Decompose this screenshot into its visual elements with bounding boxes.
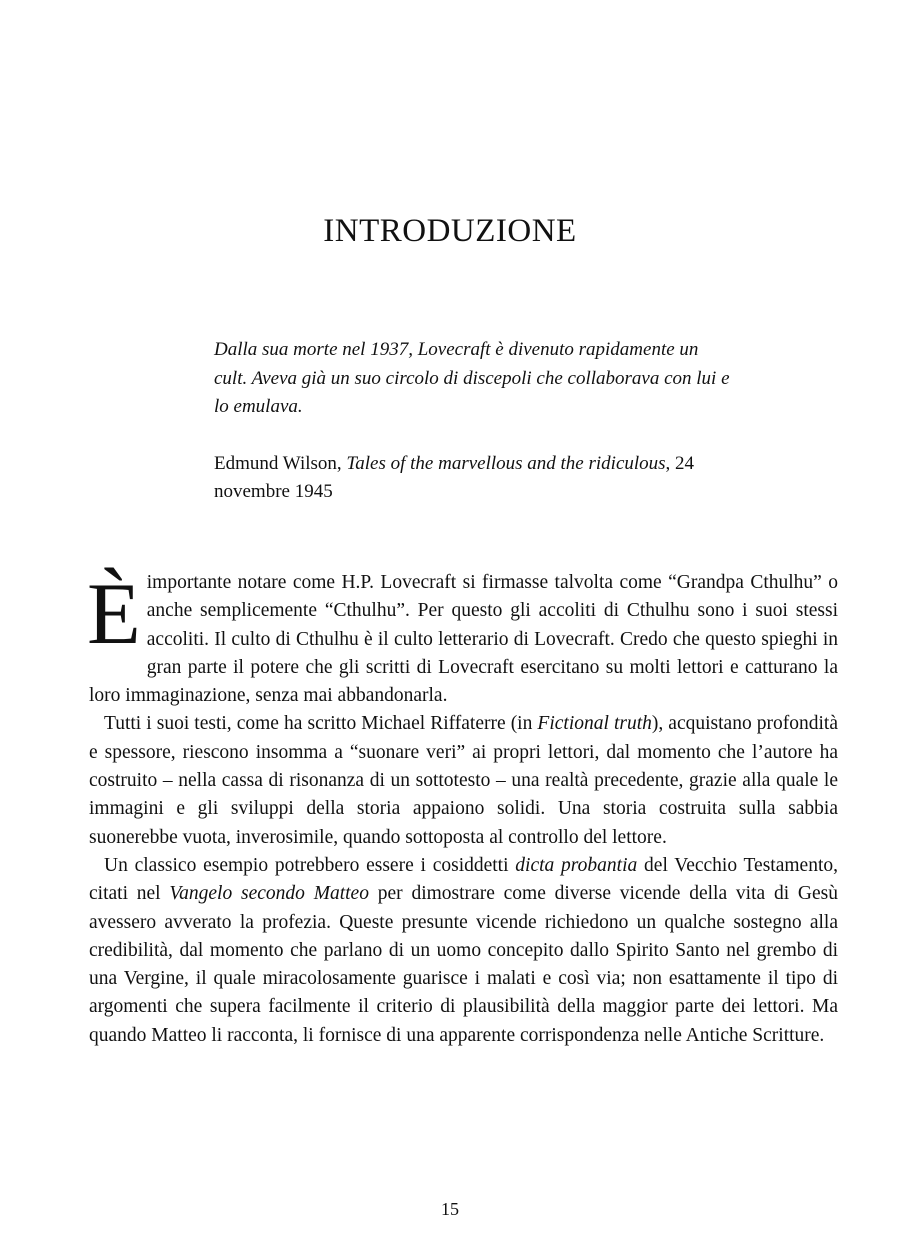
paragraph-3-text-c: del Vecchio Testamento, citati nel [89,854,838,905]
paragraph-3-citation: Vangelo secondo Matteo [169,883,369,905]
epigraph [214,336,734,507]
paragraph-2-text-a: Tutti i suoi testi, come ha scritto Michael Riffaterre (in [104,713,538,735]
paragraph-2 [89,710,838,851]
paragraph-3-text-e: per dimostrare come diverse vicende della vita di Gesù avessero avverato la profezia. Queste presunte vicende richiedono un qualche sostegno alla credibilità, dal momento che parlano di un uomo concepito dallo Spirito Santo nel grembo di una Vergine, il quale miracolosamente guarisce i malati e così via; non esattamente il tipo di argomenti che supera facilmente il criterio di plausibilità della maggior parte dei lettori. Ma quando Matteo li racconta, li fornisce di una apparente corrispondenza nelle Antiche Scritture. [89,883,838,1046]
epigraph-quote: Dalla sua morte nel 1937, Lovecraft è divenuto rapidamente un cult. Aveva già un suo circolo di discepoli che collaborava con lui e lo emulava. [214,339,730,417]
epigraph-date: , 24 novembre 1945 [214,452,695,502]
chapter-title: INTRODUZIONE [323,213,577,249]
paragraph-2-text-c: ), acquistano profondità e spessore, riescono insomma a “suonare veri” ai propri lettori, dal momento che l’autore ha costruito – nella cassa di risonanza di un sottotesto – una realtà precedente, grazie alla quale le immagini e gli sviluppi della storia appaiono solidi. Una storia costruita sulla sabbia suonerebbe vuota, inverosimile, quando sottoposta al controllo del lettore. [89,713,838,848]
paragraph-3-term: dicta probantia [515,854,638,876]
drop-cap: È [87,566,141,663]
epigraph-author: Edmund Wilson, [214,452,342,474]
paragraph-1-text: importante notare come H.P. Lovecraft si firmasse talvolta come “Grandpa Cthulhu” o anche semplicemente “Cthulhu”. Per questo gli accoliti di Cthulhu sono i suoi stessi accoliti. Il culto di Cthulhu è il culto letterario di Lovecraft. Credo che questo spieghi in gran parte il potere che gli scritti di Lovecraft esercitano su molti lettori e catturano la loro immaginazione, senza mai abbandonarla. [89,572,838,707]
epigraph-source [214,450,734,507]
epigraph-work: Tales of the marvellous and the ridiculous [346,452,666,474]
paragraph-1 [87,566,838,710]
paragraph-3-text-a: Un classico esempio potrebbero essere i cosiddetti [104,854,516,876]
page-number: 15 [441,1199,459,1219]
body-text [87,566,838,1050]
paragraph-2-citation: Fictional truth [537,713,652,735]
paragraph-3 [89,852,838,1050]
